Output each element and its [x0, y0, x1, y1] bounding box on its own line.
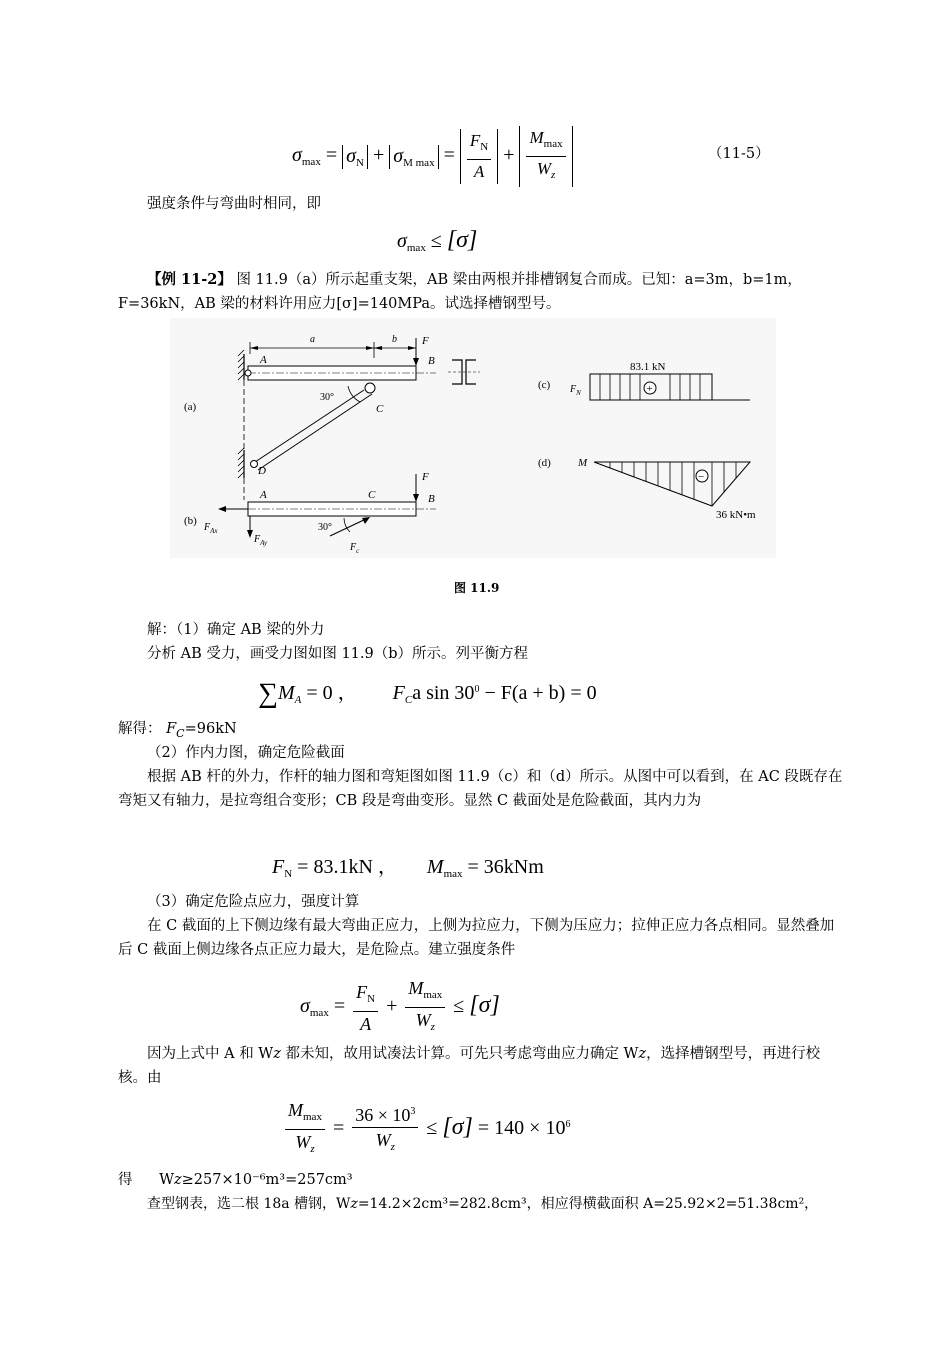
figure-caption: 图 11.9 [454, 581, 500, 595]
equation-section-modulus: $\frac{M_{max}}{W_z}$ = $\frac{36 \times 10^3}{W_z}$ ≤ $[\sigma] = 140 \times 10^6$ [282, 1098, 570, 1161]
pt-c-top: C [376, 403, 384, 415]
equation-11-5: $\sigma_{max} = \sigma_N + \sigma_{M max}$ = $\frac{F_N}{A}$ + $\frac{M_{max}}{W_z}$ [292, 126, 573, 187]
equation-internal-forces: $F_N = 83.1kN$ ， $M_{max} = 36kNm$ [272, 856, 544, 880]
pt-a-bottom: A [260, 489, 267, 501]
equation-number: （11-5） [708, 146, 770, 162]
solution-step-2-paragraph: 根据 AB 杆的外力，作杆的轴力图和弯矩图如图 11.9（c）和（d）所示。从图中可以看到，在 AC 段既存在弯矩又有轴力，是拉弯组合变形；CB 段是弯曲变形。显然 C 截面处是危险截面，其内力为 [118, 769, 843, 809]
f-c: $F_c$ [350, 542, 360, 555]
figure-11-9 [170, 318, 776, 558]
f-ax: $F_{Ax}$ [204, 522, 218, 535]
fn-label: $F_N$ [570, 384, 581, 397]
label-b: (b) [184, 515, 197, 527]
fn-value: 83.1 kN [630, 361, 666, 373]
pt-a-top: A [260, 354, 267, 366]
result-wz: 得 W𝑧≥257×10⁻⁶m³=257cm³ [118, 1172, 353, 1188]
f-ay: $F_{Ay}$ [254, 534, 268, 547]
example-line-1: 【例 11-2】 图 11.9（a）所示起重支架，AB 梁由两根并排槽钢复合而成。已知：a=3m，b=1m， [147, 271, 802, 288]
solution-step-3: （3）确定危险点应力，强度计算 [147, 894, 360, 910]
solution-step-2: （2）作内力图，确定危险截面 [147, 745, 345, 761]
example-label: 【例 11-2】 [147, 271, 232, 288]
solution-step-1b: 分析 AB 受力，画受力图如图 11.9（b）所示。列平衡方程 [147, 646, 529, 662]
dim-b: b [392, 334, 397, 345]
label-c: (c) [538, 379, 551, 391]
pt-c-bottom: C [368, 489, 376, 501]
force-f-top: F [422, 335, 429, 347]
paragraph-trial-method: 因为上式中 A 和 W𝑧 都未知，故用试凑法计算。可先只考虑弯曲应力确定 W𝑧，选择槽钢型号，再进行校核。由 [118, 1046, 821, 1086]
m-value: 36 kN•m [716, 509, 756, 521]
dim-a: a [310, 334, 315, 345]
example-line-2: F=36kN，AB 梁的材料许用应力[σ]=140MPa。试选择槽钢型号。 [118, 296, 561, 312]
result-fc: 解得： $F_C=96kN$ [118, 721, 237, 740]
m-label: M [578, 457, 588, 469]
angle-top: 30° [320, 392, 334, 403]
last-line: 查型钢表，选二根 18a 槽钢，W𝑧=14.2×2cm³=282.8cm³，相应得横截面积 A=25.92×2=51.38cm²， [147, 1196, 819, 1212]
label-a: (a) [184, 401, 197, 413]
solution-step-1: 解：（1）确定 AB 梁的外力 [147, 622, 325, 638]
equation-strength: $\sigma_{max} \le [\sigma]$ [397, 227, 478, 254]
pt-d: D [258, 465, 266, 477]
minus-sign: − [698, 471, 705, 483]
equation-equilibrium: $\sum M_A = 0$ ， $F_Ca$ $\sin 30^0 - F(a + b) = 0$ [258, 678, 597, 709]
equation-combined-strength: $\sigma_{max}$ = $\frac{F_N}{A}$ + $\frac{M_{max}}{W_z}$ ≤ [σ] [300, 978, 500, 1034]
solution-step-3-paragraph: 在 C 截面的上下侧边缘有最大弯曲正应力，上侧为拉应力，下侧为压应力；拉伸正应力各点相同。显然叠加后 C 截面上侧边缘各点正应力最大，是危险点。建立强度条件 [118, 918, 835, 958]
paragraph-strength-condition: 强度条件与弯曲时相同，即 [147, 196, 321, 212]
pt-b-top: B [428, 355, 435, 367]
angle-bottom: 30° [318, 522, 332, 533]
plus-sign: + [646, 383, 653, 395]
pt-b-bottom: B [428, 493, 435, 505]
force-f-bottom: F [422, 471, 429, 483]
label-d: (d) [538, 457, 551, 469]
